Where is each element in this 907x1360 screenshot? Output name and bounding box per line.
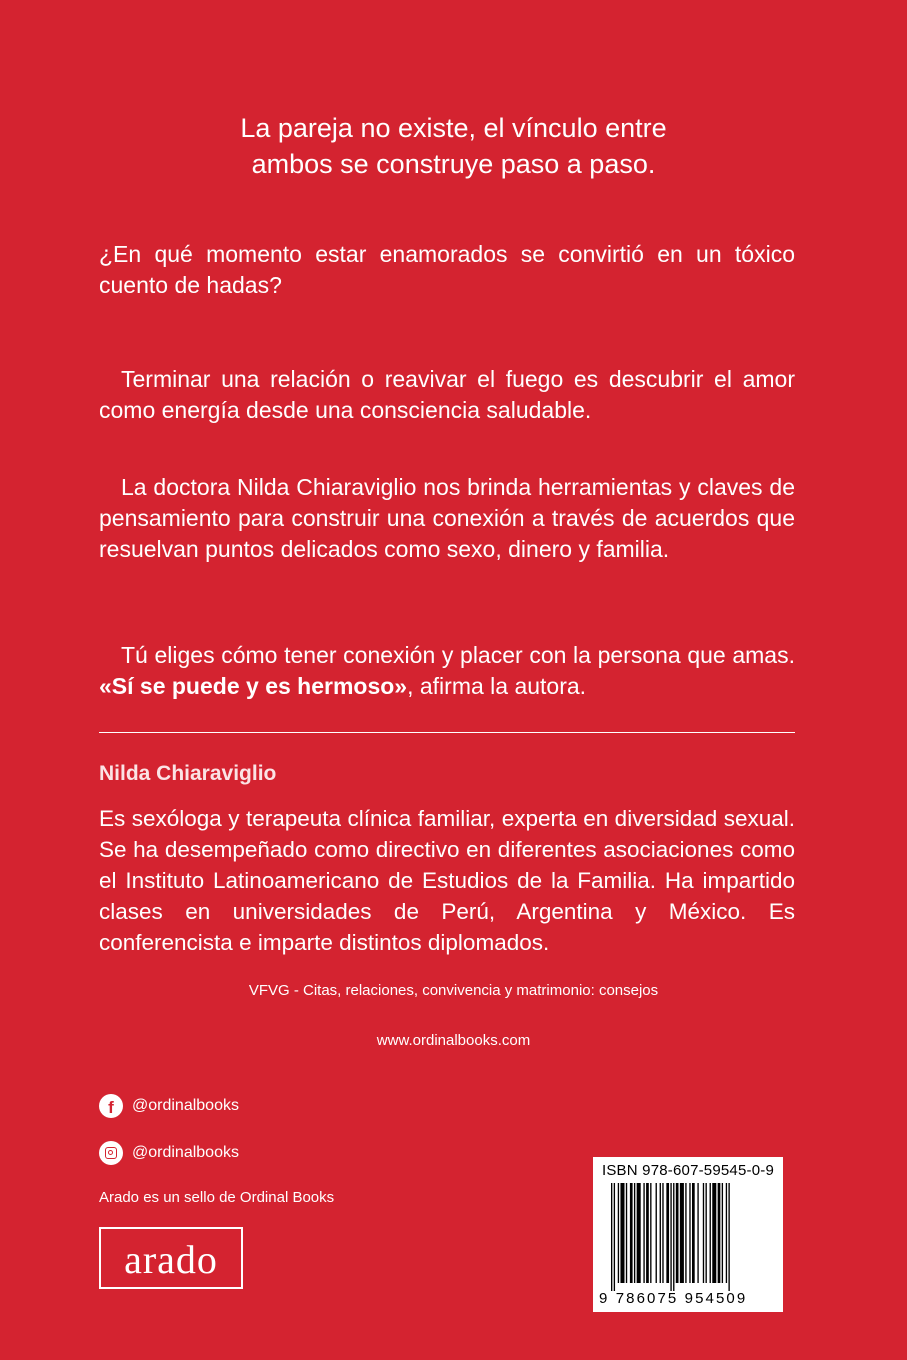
tagline-line-2: ambos se construye paso a paso. xyxy=(251,149,656,179)
barcode-digits: 9 786075 954509 xyxy=(599,1290,748,1307)
paragraph-quote-bold: «Sí se puede y es hermoso» xyxy=(99,673,408,699)
barcode-bar xyxy=(710,1183,711,1283)
divider xyxy=(99,732,795,733)
instagram-handle[interactable] xyxy=(99,1141,239,1165)
tagline-line-1: La pareja no existe, el vínculo entre xyxy=(240,113,667,143)
barcode-bar xyxy=(673,1183,674,1291)
barcode-bar xyxy=(726,1183,727,1283)
barcode-bar xyxy=(614,1183,615,1291)
arado-logo: arado xyxy=(99,1227,243,1289)
barcode-bar xyxy=(712,1183,716,1283)
category-line: VFVG - Citas, relaciones, convivencia y matrimonio: consejos xyxy=(248,982,659,999)
instagram-icon xyxy=(99,1141,123,1165)
barcode-bar xyxy=(722,1183,723,1283)
barcode-bars xyxy=(611,1183,777,1291)
barcode-bar xyxy=(680,1183,684,1283)
barcode-bar xyxy=(697,1183,698,1283)
barcode-bar xyxy=(618,1183,619,1283)
paragraph-author-tools xyxy=(99,472,795,565)
tagline xyxy=(0,110,907,182)
paragraph-quote xyxy=(99,640,795,702)
barcode-bar xyxy=(670,1183,671,1291)
author-bio: Es sexóloga y terapeuta clínica familiar, experta en diversidad sexual. Se ha desempeñado como directivo en diferentes asociaciones como el Instituto Latinoamericano de Estudios de la Familia. Ha impartido clases en universidades de Perú, Argentina y México. Es conferencista e imparte distintos diplomados. xyxy=(99,806,795,955)
barcode-bar xyxy=(634,1183,635,1283)
paragraph-quote-end: , afirma la autora. xyxy=(407,673,587,699)
barcode-bar xyxy=(626,1183,627,1283)
barcode-bar xyxy=(689,1183,690,1283)
facebook-handle[interactable] xyxy=(99,1094,239,1118)
barcode-bar xyxy=(728,1183,729,1291)
barcode-panel xyxy=(593,1157,783,1312)
barcode-bar xyxy=(646,1183,649,1283)
barcode-bar xyxy=(611,1183,612,1291)
barcode-bar xyxy=(662,1183,663,1283)
paragraph-relationship-text: Terminar una relación o reavivar el fuego es descubrir el amor como energía desde una consciencia saludable. xyxy=(99,366,795,423)
instagram-handle-text: @ordinalbooks xyxy=(132,1144,239,1161)
paragraph-quote-start: Tú eliges cómo tener conexión y placer con la persona que amas. xyxy=(121,642,795,668)
paragraph-author-tools-text: La doctora Nilda Chiaraviglio nos brinda herramientas y claves de pensamiento para construir una conexión a través de acuerdos que resuelvan puntos delicados como sexo, dinero y familia. xyxy=(99,474,795,562)
barcode-bar xyxy=(692,1183,695,1283)
barcode-bar xyxy=(637,1183,641,1283)
barcode-bar xyxy=(706,1183,707,1283)
barcode-bar xyxy=(650,1183,651,1283)
barcode-bar xyxy=(666,1183,669,1283)
paragraph-question: ¿En qué momento estar enamorados se convirtió en un tóxico cuento de hadas? xyxy=(99,241,795,298)
barcode-bar xyxy=(660,1183,661,1283)
barcode-bar xyxy=(703,1183,704,1283)
facebook-handle-text: @ordinalbooks xyxy=(132,1097,239,1114)
isbn-label: ISBN 978-607-59545-0-9 xyxy=(601,1162,774,1179)
author-name: Nilda Chiaraviglio xyxy=(99,762,277,785)
barcode-bar xyxy=(718,1183,721,1283)
website-link[interactable]: www.ordinalbooks.com xyxy=(376,1032,531,1049)
barcode-bar xyxy=(620,1183,624,1283)
barcode-bar xyxy=(685,1183,686,1283)
barcode-bar xyxy=(630,1183,633,1283)
barcode-bar xyxy=(676,1183,679,1283)
imprint-note: Arado es un sello de Ordinal Books xyxy=(99,1189,335,1206)
facebook-icon: f xyxy=(99,1094,123,1118)
paragraph-relationship xyxy=(99,364,795,426)
barcode-bar xyxy=(656,1183,657,1283)
barcode-bar xyxy=(643,1183,644,1283)
